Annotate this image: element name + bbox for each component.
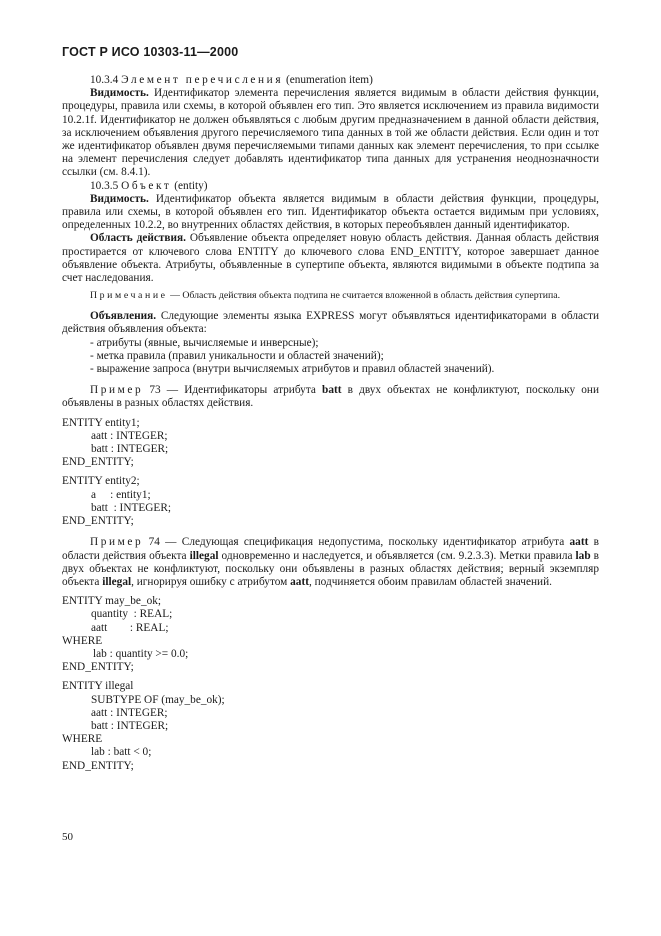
code-line: lab : batt < 0; <box>91 746 152 759</box>
code-line: END_ENTITY; <box>62 456 134 469</box>
code-line: batt : INTEGER; <box>91 501 172 514</box>
code-line: ENTITY illegal <box>62 680 134 693</box>
code-line: END_ENTITY; <box>62 759 134 772</box>
code-line: lab : quantity >= 0.0; <box>93 647 189 660</box>
code-line: ENTITY entity1; <box>62 416 140 429</box>
section-heading-10-3-5: 10.3.5 Объект (entity) <box>90 179 208 192</box>
code-line: aatt : REAL; <box>91 621 169 634</box>
code-line: SUBTYPE OF (may_be_ok); <box>91 693 225 706</box>
paragraph-visibility-enum: Видимость. Идентификатор элемента перечисления является видимым в области действия функции, процедуры, правила или схемы, в которой объявлен его тип. Это является исключением из правила видимости 10.2.1f. Идентификатор не должен объявляться с любым другим предназначением в данной области действия, за исключением объявления другого перечисляемого типа данных в той же области действия. Если один и тот же идентификатор объявлен двумя перечисляемыми типами данных как элемент перечисления, то при ссылке на элемент перечисления следует добавлять идентификатор типа данных для устранения неоднозначности ссылки (см. 8.4.1). <box>62 87 599 179</box>
list-item: - выражение запроса (внутри вычисляемых атрибутов и правил областей значений). <box>90 363 495 376</box>
declarations-list <box>62 337 599 377</box>
code-line: aatt : INTEGER; <box>91 706 168 719</box>
note-supertype-scope: Примечание — Область действия объекта подтипа не считается вложенной в область действия супертипа. <box>90 290 561 302</box>
standard-header: ГОСТ Р ИСО 10303-11—2000 <box>62 45 239 59</box>
code-line: a : entity1; <box>91 488 151 501</box>
code-line: ENTITY entity2; <box>62 475 140 488</box>
paragraph-scope-entity: Область действия. Объявление объекта определяет новую область действия. Данная область действия простирается от ключевого слова ENTITY до ключевого слова END_ENTITY, которое завершает данное объявление объекта. Атрибуты, объявленные в супертипе объекта, являются видимыми в объекте подтипа за счет наследования. <box>62 232 599 285</box>
section-heading-10-3-4: 10.3.4 Элемент перечисления (enumeration item) <box>90 74 373 86</box>
code-line: batt : INTEGER; <box>91 719 169 732</box>
code-block-may-be-ok <box>62 595 599 674</box>
code-line: batt : INTEGER; <box>91 443 169 456</box>
code-line: WHERE <box>62 634 103 647</box>
code-line: aatt : INTEGER; <box>91 429 168 442</box>
code-block-entity2 <box>62 475 599 528</box>
code-line: ENTITY may_be_ok; <box>62 595 162 608</box>
paragraph-declarations: Объявления. Следующие элементы языка EXPRESS могут объявляться идентификаторами в области действия объявления объекта: <box>62 310 599 336</box>
example-74: Пример 74 — Следующая спецификация недопустима, поскольку идентификатор атрибута aatt в области действия объекта illegal одновременно и наследуется, и объявляется (см. 9.2.3.3). Метки правила lab в двух объектах не конфликтуют, поскольку они объявлены в разных областях действия; верный экземпляр объекта illegal, игнорируя ошибку с атрибутом aatt, подчиняется обоим правилам областей значений. <box>62 536 599 588</box>
code-block-entity1 <box>62 417 599 470</box>
list-item: - атрибуты (явные, вычисляемые и инверсные); <box>90 336 319 349</box>
code-line: WHERE <box>62 733 103 746</box>
paragraph-visibility-entity: Видимость. Идентификатор объекта является видимым в области действия функции, процедуры, правила или схемы, в которой объявлен его тип. Идентификатор объекта остается видимым при условиях, определенных 10.2.2, во внутренних областях действия, в которых переобъявлен данный идентификатор. <box>62 192 599 232</box>
code-line: quantity : REAL; <box>91 608 173 621</box>
code-line: END_ENTITY; <box>62 661 134 674</box>
list-item: - метка правила (правил уникальности и областей значений); <box>90 349 384 362</box>
code-block-illegal <box>62 680 599 772</box>
page-number: 50 <box>62 831 73 843</box>
document-body <box>62 74 599 773</box>
code-line: END_ENTITY; <box>62 515 134 528</box>
example-73: Пример 73 — Идентификаторы атрибута batt в двух объектах не конфликтуют, поскольку они объявлены в разных областях действия. <box>62 384 599 410</box>
